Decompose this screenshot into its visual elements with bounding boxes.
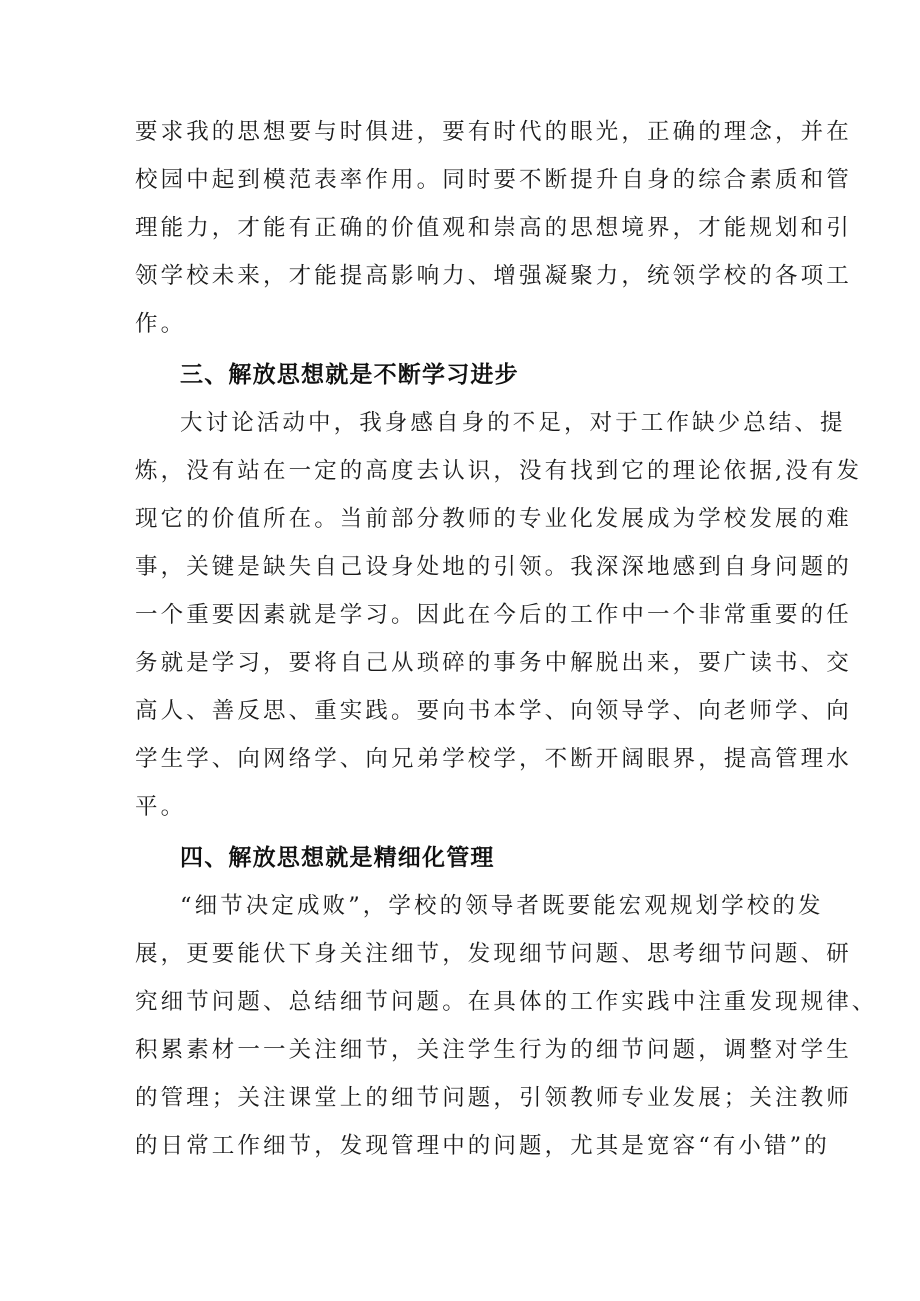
paragraph-line: 作。 [135,311,187,337]
paragraph-line: 学生学、向网络学、向兄弟学校学，不断开阔眼界，提高管理水 [135,746,852,772]
section-heading-4: 四、解放思想就是精细化管理 [180,845,495,871]
paragraph-line: 积累素材一一关注细节，关注学生行为的细节问题，调整对学生 [135,1037,852,1063]
paragraph-line: 的日常工作细节，发现管理中的问题，尤其是宽容“有小错”的 [135,1133,830,1159]
paragraph-line: 校园中起到模范表率作用。同时要不断提升自身的综合素质和管 [135,167,852,193]
paragraph-line: 究细节问题、总结细节问题。在具体的工作实践中注重发现规律、 [135,989,878,1015]
paragraph-line: 展，更要能伏下身关注细节，发现细节问题、思考细节问题、研 [135,941,852,967]
paragraph-line: 务就是学习，要将自己从琐碎的事务中解脱出来，要广读书、交 [135,650,852,676]
paragraph-line: 炼，没有站在一定的高度去认识，没有找到它的理论依据,没有发 [135,458,863,484]
section-heading-3: 三、解放思想就是不断学习进步 [180,362,519,388]
paragraph-line: 大讨论活动中，我身感自身的不足，对于工作缺少总结、提 [180,410,846,436]
paragraph-line: 要求我的思想要与时俱进，要有时代的眼光，正确的理念，并在 [135,119,852,145]
paragraph-line: 事，关键是缺失自己设身处地的引领。我深深地感到自身问题的 [135,554,852,580]
paragraph-line: 理能力，才能有正确的价值观和崇高的思想境界，才能规划和引 [135,215,852,241]
paragraph-line: 的管理；关注课堂上的细节问题，引领教师专业发展；关注教师 [135,1085,852,1111]
paragraph-line: 领学校未来，才能提高影响力、增强凝聚力，统领学校的各项工 [135,263,852,289]
paragraph-line: 现它的价值所在。当前部分教师的专业化发展成为学校发展的难 [135,506,852,532]
paragraph-line: 一个重要因素就是学习。因此在今后的工作中一个非常重要的任 [135,602,852,628]
paragraph-line: 平。 [135,794,187,820]
paragraph-line: “细节决定成败”，学校的领导者既要能宏观规划学校的发 [180,893,824,919]
paragraph-line: 高人、善反思、重实践。要向书本学、向领导学、向老师学、向 [135,698,852,724]
